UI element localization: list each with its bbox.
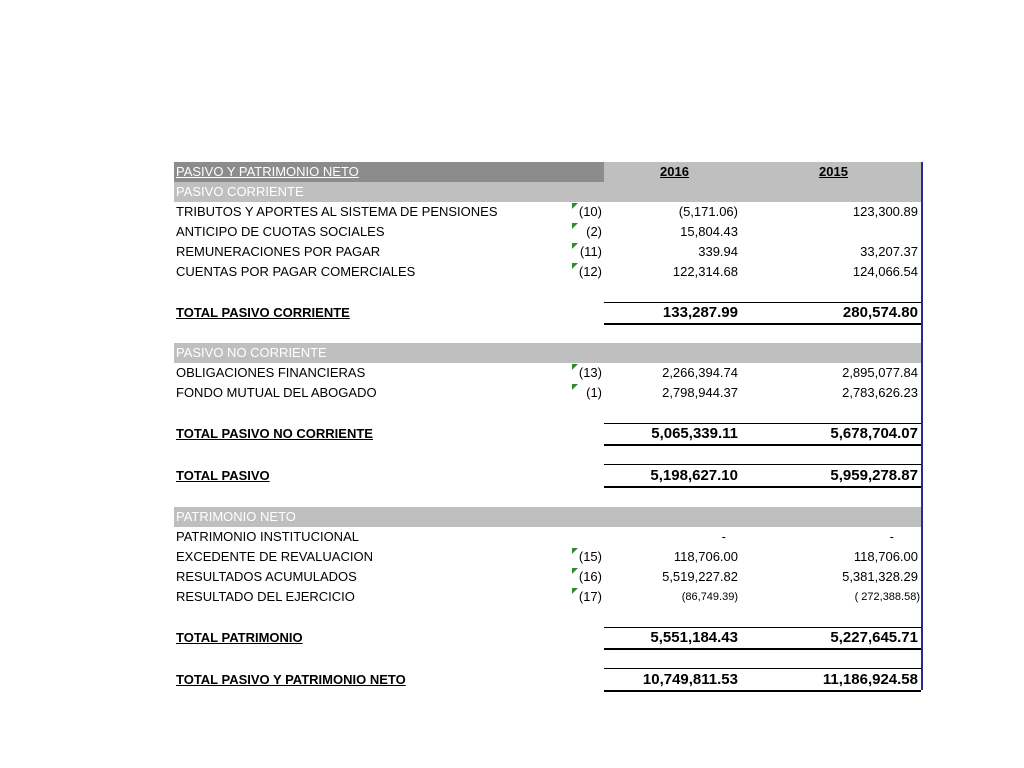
total-2016: 10,749,811.53	[642, 671, 738, 688]
note-ref: (1)	[572, 383, 602, 403]
note-ref: (10)	[572, 202, 602, 222]
value-2015: 123,300.89	[852, 204, 918, 219]
total-2015: 5,959,278.87	[830, 467, 918, 484]
total-label: TOTAL PATRIMONIO	[176, 630, 303, 645]
value-2016: -	[721, 529, 726, 544]
value-2015: 2,895,077.84	[842, 365, 918, 380]
row-label: PATRIMONIO INSTITUCIONAL	[176, 529, 359, 544]
value-2015: 124,066.54	[852, 264, 918, 279]
comment-marker-icon	[572, 384, 578, 390]
comment-marker-icon	[572, 223, 578, 229]
year-2016-label: 2016	[660, 164, 689, 179]
value-2016: 5,519,227.82	[662, 569, 738, 584]
total-bottom-rule	[604, 444, 921, 446]
total-2016: 5,198,627.10	[650, 467, 738, 484]
header-title: PASIVO Y PATRIMONIO NETO	[176, 164, 359, 179]
total-bottom-rule	[604, 648, 921, 650]
value-2016: (86,749.39)	[681, 591, 738, 603]
row-label: REMUNERACIONES POR PAGAR	[176, 244, 381, 259]
total-2015: 280,574.80	[842, 304, 918, 321]
total-pasivo-corriente	[174, 303, 921, 323]
row-anticipo	[174, 222, 921, 242]
total-bottom-rule	[604, 690, 921, 692]
total-pasivo-patrimonio	[174, 670, 921, 690]
comment-marker-icon	[572, 568, 578, 574]
value-2016: 2,798,944.37	[662, 385, 738, 400]
value-2015: ( 272,388.58)	[854, 591, 920, 603]
value-2015	[744, 222, 918, 242]
value-2015: 5,381,328.29	[842, 569, 918, 584]
note-ref: (17)	[572, 587, 602, 607]
row-label: RESULTADO DEL EJERCICIO	[176, 589, 355, 604]
section-patrimonio-neto	[174, 507, 921, 527]
comment-marker-icon	[572, 243, 578, 249]
total-pasivo	[174, 466, 921, 486]
header-years-cell	[604, 162, 921, 182]
note-ref: (2)	[572, 222, 602, 242]
row-label: RESULTADOS ACUMULADOS	[176, 569, 357, 584]
comment-marker-icon	[572, 263, 578, 269]
row-resultados-acumulados	[174, 567, 921, 587]
comment-marker-icon	[572, 203, 578, 209]
note-ref: (11)	[572, 242, 602, 262]
row-remuneraciones	[174, 242, 921, 262]
value-2016: 2,266,394.74	[662, 365, 738, 380]
row-cuentas	[174, 262, 921, 282]
value-2015: 2,783,626.23	[842, 385, 918, 400]
section-label: PATRIMONIO NETO	[176, 509, 296, 524]
value-2016: 15,804.43	[680, 224, 738, 239]
value-2015: 118,706.00	[853, 549, 918, 564]
right-border-line	[921, 162, 923, 690]
header-title-cell	[174, 162, 604, 182]
total-top-rule	[604, 668, 921, 669]
row-label: EXCEDENTE DE REVALUACION	[176, 549, 373, 564]
total-2015: 11,186,924.58	[822, 671, 918, 688]
total-label: TOTAL PASIVO Y PATRIMONIO NETO	[176, 672, 406, 687]
value-2016: 339.94	[698, 244, 738, 259]
row-tributos	[174, 202, 921, 222]
total-2016: 5,065,339.11	[651, 425, 738, 442]
total-label: TOTAL PASIVO NO CORRIENTE	[176, 426, 373, 441]
section-label: PASIVO CORRIENTE	[176, 184, 304, 199]
total-label: TOTAL PASIVO CORRIENTE	[176, 305, 350, 320]
value-2015: -	[889, 529, 894, 544]
total-bottom-rule	[604, 323, 921, 325]
total-bottom-rule	[604, 486, 921, 488]
total-2015: 5,227,645.71	[830, 629, 918, 646]
section-label: PASIVO NO CORRIENTE	[176, 345, 327, 360]
total-pasivo-no-corriente	[174, 424, 921, 444]
total-2016: 133,287.99	[662, 304, 738, 321]
note-ref: (12)	[572, 262, 602, 282]
value-2016: 118,706.00	[673, 549, 738, 564]
note-ref: (16)	[572, 567, 602, 587]
year-2015-label: 2015	[819, 164, 848, 179]
comment-marker-icon	[572, 548, 578, 554]
row-label: CUENTAS POR PAGAR COMERCIALES	[176, 264, 416, 279]
header-row	[174, 162, 921, 182]
comment-marker-icon	[572, 364, 578, 370]
total-2015: 5,678,704.07	[830, 425, 918, 442]
row-resultado-ejercicio	[174, 587, 921, 607]
note-ref: (15)	[572, 547, 602, 567]
total-patrimonio	[174, 628, 921, 648]
row-excedente	[174, 547, 921, 567]
row-obligaciones	[174, 363, 921, 383]
total-top-rule	[604, 464, 921, 465]
value-2015: 33,207.37	[860, 244, 918, 259]
row-label: TRIBUTOS Y APORTES AL SISTEMA DE PENSIONES	[176, 204, 498, 219]
total-label: TOTAL PASIVO	[176, 468, 270, 483]
row-patrimonio-institucional	[174, 527, 921, 547]
row-label: ANTICIPO DE CUOTAS SOCIALES	[176, 224, 385, 239]
row-label: FONDO MUTUAL DEL ABOGADO	[176, 385, 377, 400]
total-2016: 5,551,184.43	[650, 629, 738, 646]
note-ref: (13)	[572, 363, 602, 383]
section-pasivo-no-corriente	[174, 343, 921, 363]
row-label: OBLIGACIONES FINANCIERAS	[176, 365, 366, 380]
row-fondo	[174, 383, 921, 403]
section-pasivo-corriente	[174, 182, 921, 202]
value-2016: (5,171.06)	[678, 204, 738, 219]
value-2016: 122,314.68	[672, 264, 738, 279]
comment-marker-icon	[572, 588, 578, 594]
